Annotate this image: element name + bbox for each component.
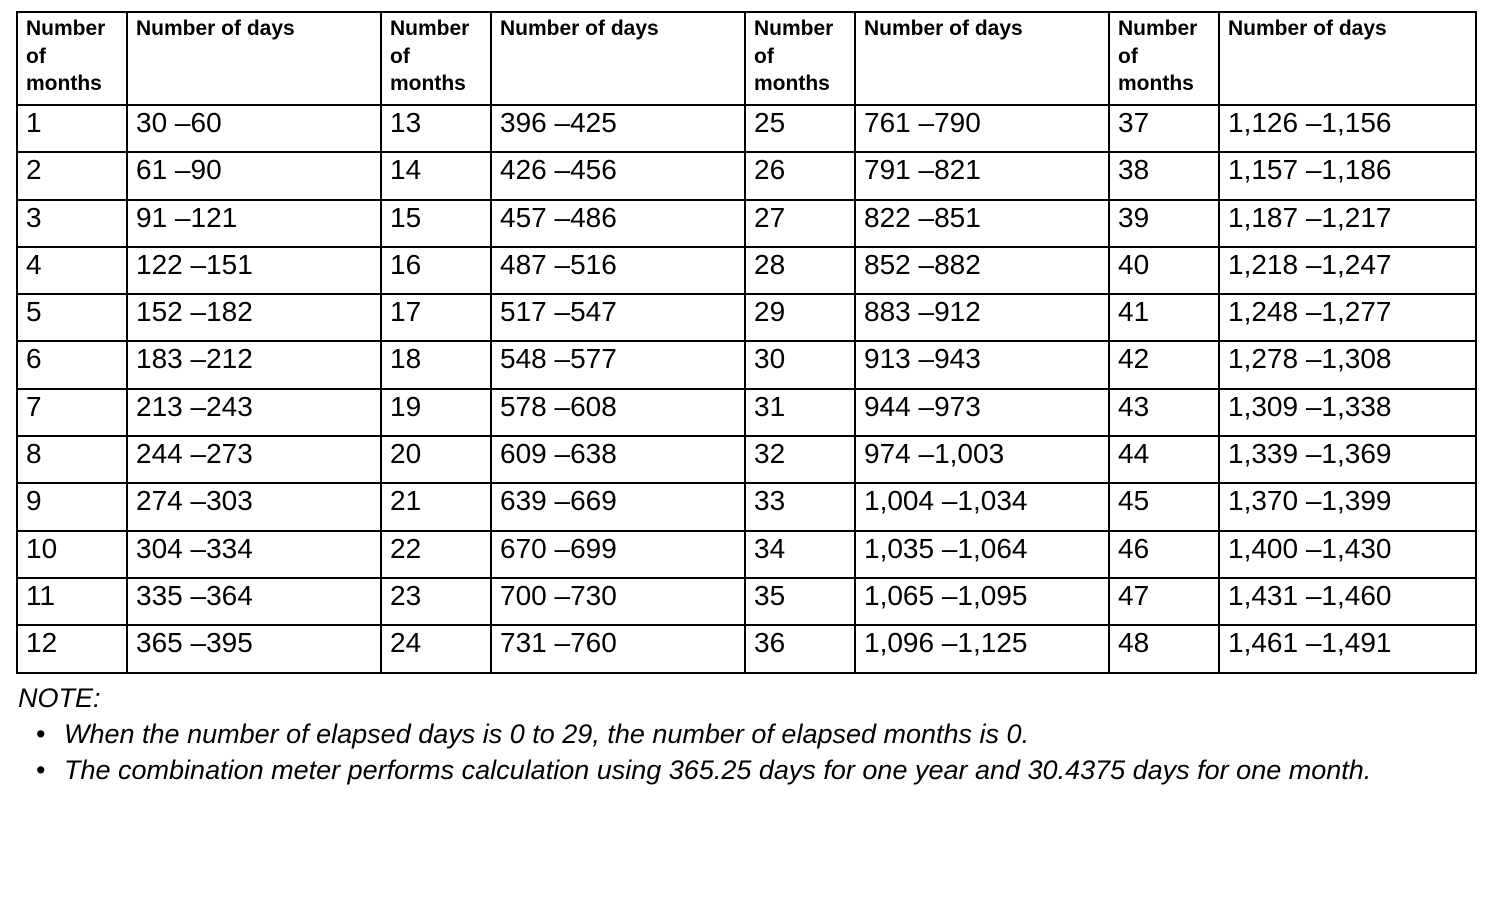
months-cell: 4 (17, 247, 127, 294)
months-cell: 47 (1109, 578, 1219, 625)
table-row (17, 247, 1476, 294)
days-cell: 1,278 –1,308 (1219, 341, 1476, 388)
months-cell: 35 (745, 578, 855, 625)
table-row (17, 436, 1476, 483)
months-cell: 33 (745, 483, 855, 530)
note-item-text: The combination meter performs calculation using 365.25 days for one year and 30.4375 days for one month. (64, 755, 1372, 785)
months-cell: 28 (745, 247, 855, 294)
days-cell: 670 –699 (491, 531, 745, 578)
days-cell: 609 –638 (491, 436, 745, 483)
days-cell: 883 –912 (855, 294, 1109, 341)
table-row (17, 625, 1476, 672)
months-cell: 3 (17, 200, 127, 247)
table-row (17, 152, 1476, 199)
table-row (17, 531, 1476, 578)
days-cell: 974 –1,003 (855, 436, 1109, 483)
months-cell: 1 (17, 105, 127, 152)
months-cell: 34 (745, 531, 855, 578)
days-cell: 791 –821 (855, 152, 1109, 199)
months-cell: 12 (17, 625, 127, 672)
days-cell: 396 –425 (491, 105, 745, 152)
table-row (17, 483, 1476, 530)
bullet-icon: • (36, 755, 46, 785)
days-cell: 1,096 –1,125 (855, 625, 1109, 672)
months-cell: 36 (745, 625, 855, 672)
header-days: Number of days (127, 12, 381, 105)
days-cell: 1,126 –1,156 (1219, 105, 1476, 152)
months-cell: 21 (381, 483, 491, 530)
months-cell: 5 (17, 294, 127, 341)
months-cell: 11 (17, 578, 127, 625)
header-days: Number of days (491, 12, 745, 105)
days-cell: 700 –730 (491, 578, 745, 625)
months-cell: 10 (17, 531, 127, 578)
months-cell: 6 (17, 341, 127, 388)
months-cell: 25 (745, 105, 855, 152)
days-cell: 365 –395 (127, 625, 381, 672)
header-months: Number of months (1109, 12, 1219, 105)
days-cell: 1,309 –1,338 (1219, 389, 1476, 436)
months-cell: 22 (381, 531, 491, 578)
months-cell: 37 (1109, 105, 1219, 152)
note-title: NOTE: (18, 683, 101, 713)
months-cell: 7 (17, 389, 127, 436)
days-cell: 122 –151 (127, 247, 381, 294)
days-cell: 852 –882 (855, 247, 1109, 294)
table-row (17, 341, 1476, 388)
months-cell: 43 (1109, 389, 1219, 436)
months-cell: 15 (381, 200, 491, 247)
months-cell: 39 (1109, 200, 1219, 247)
header-months: Number of months (381, 12, 491, 105)
bullet-icon: • (36, 719, 46, 749)
months-cell: 16 (381, 247, 491, 294)
months-cell: 40 (1109, 247, 1219, 294)
days-cell: 1,461 –1,491 (1219, 625, 1476, 672)
days-cell: 1,004 –1,034 (855, 483, 1109, 530)
months-cell: 9 (17, 483, 127, 530)
header-months: Number of months (17, 12, 127, 105)
months-cell: 13 (381, 105, 491, 152)
days-cell: 183 –212 (127, 341, 381, 388)
months-cell: 31 (745, 389, 855, 436)
days-cell: 335 –364 (127, 578, 381, 625)
months-cell: 2 (17, 152, 127, 199)
days-cell: 944 –973 (855, 389, 1109, 436)
months-cell: 24 (381, 625, 491, 672)
months-cell: 23 (381, 578, 491, 625)
days-cell: 426 –456 (491, 152, 745, 199)
note-item (18, 716, 1371, 752)
months-cell: 38 (1109, 152, 1219, 199)
months-cell: 48 (1109, 625, 1219, 672)
days-cell: 1,218 –1,247 (1219, 247, 1476, 294)
header-days: Number of days (855, 12, 1109, 105)
months-cell: 44 (1109, 436, 1219, 483)
days-cell: 731 –760 (491, 625, 745, 672)
days-cell: 244 –273 (127, 436, 381, 483)
days-cell: 639 –669 (491, 483, 745, 530)
months-cell: 8 (17, 436, 127, 483)
months-cell: 29 (745, 294, 855, 341)
months-cell: 32 (745, 436, 855, 483)
table-row (17, 294, 1476, 341)
days-cell: 30 –60 (127, 105, 381, 152)
days-cell: 1,370 –1,399 (1219, 483, 1476, 530)
table-row (17, 200, 1476, 247)
months-cell: 19 (381, 389, 491, 436)
days-cell: 548 –577 (491, 341, 745, 388)
note-list (18, 716, 1371, 788)
days-cell: 578 –608 (491, 389, 745, 436)
days-cell: 1,035 –1,064 (855, 531, 1109, 578)
days-cell: 913 –943 (855, 341, 1109, 388)
note-item-text: When the number of elapsed days is 0 to 29, the number of elapsed months is 0. (64, 719, 1030, 749)
months-cell: 14 (381, 152, 491, 199)
months-cell: 27 (745, 200, 855, 247)
days-cell: 1,431 –1,460 (1219, 578, 1476, 625)
days-cell: 304 –334 (127, 531, 381, 578)
months-cell: 20 (381, 436, 491, 483)
table-row (17, 578, 1476, 625)
months-cell: 18 (381, 341, 491, 388)
days-cell: 761 –790 (855, 105, 1109, 152)
days-cell: 152 –182 (127, 294, 381, 341)
days-cell: 274 –303 (127, 483, 381, 530)
days-cell: 1,157 –1,186 (1219, 152, 1476, 199)
note-item (18, 752, 1371, 788)
note-section (18, 680, 1371, 788)
months-days-table (16, 11, 1477, 674)
days-cell: 1,248 –1,277 (1219, 294, 1476, 341)
months-cell: 42 (1109, 341, 1219, 388)
days-cell: 1,065 –1,095 (855, 578, 1109, 625)
days-cell: 1,339 –1,369 (1219, 436, 1476, 483)
months-cell: 46 (1109, 531, 1219, 578)
header-days: Number of days (1219, 12, 1476, 105)
months-cell: 26 (745, 152, 855, 199)
months-cell: 30 (745, 341, 855, 388)
months-cell: 45 (1109, 483, 1219, 530)
days-cell: 457 –486 (491, 200, 745, 247)
days-cell: 1,187 –1,217 (1219, 200, 1476, 247)
months-cell: 41 (1109, 294, 1219, 341)
days-cell: 61 –90 (127, 152, 381, 199)
days-cell: 213 –243 (127, 389, 381, 436)
days-cell: 1,400 –1,430 (1219, 531, 1476, 578)
days-cell: 91 –121 (127, 200, 381, 247)
table-row (17, 105, 1476, 152)
header-row (17, 12, 1476, 105)
months-cell: 17 (381, 294, 491, 341)
days-cell: 822 –851 (855, 200, 1109, 247)
days-cell: 517 –547 (491, 294, 745, 341)
header-months: Number of months (745, 12, 855, 105)
days-cell: 487 –516 (491, 247, 745, 294)
table-row (17, 389, 1476, 436)
